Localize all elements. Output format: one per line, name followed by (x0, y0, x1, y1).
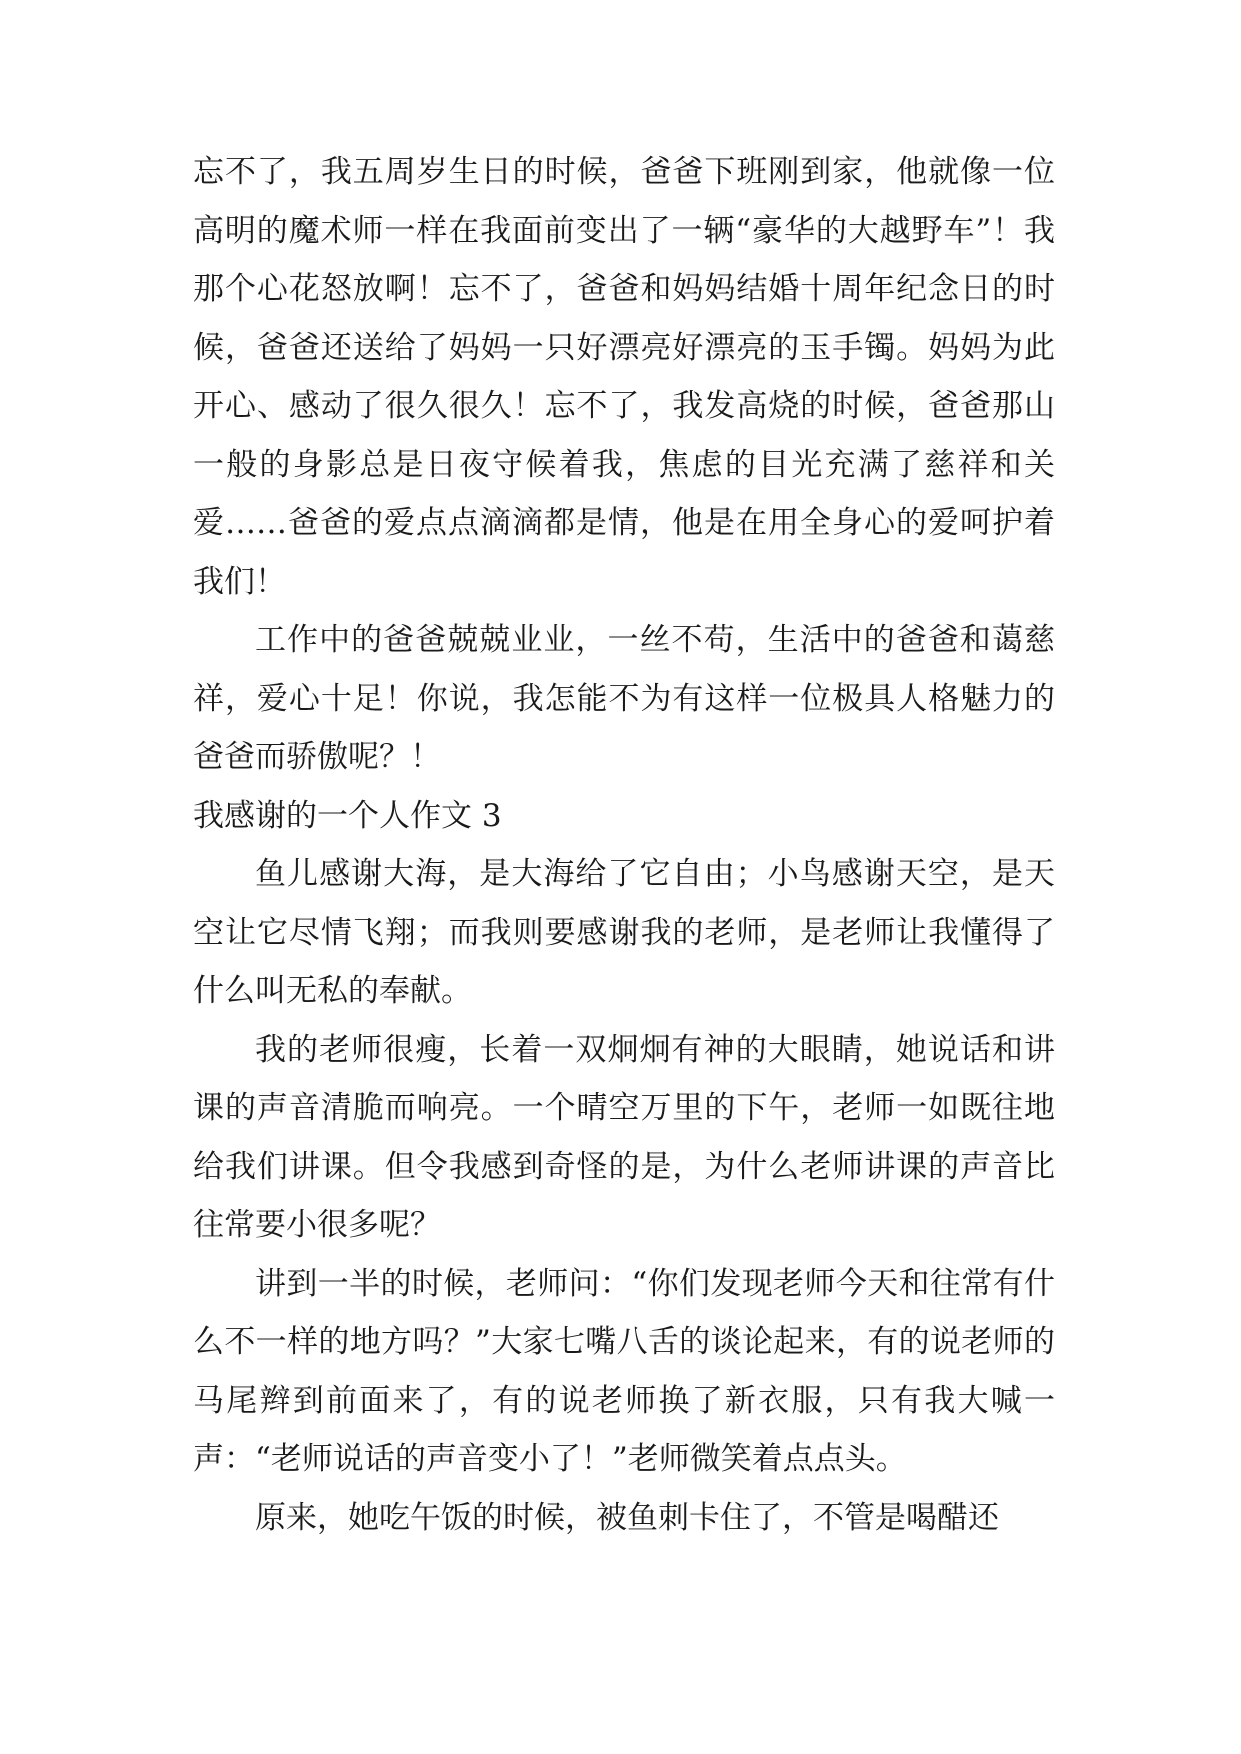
paragraph-thanks-teacher: 鱼儿感谢大海，是大海给了它自由；小鸟感谢天空，是天空让它尽情飞翔；而我则要感谢我的老师，是老师让我懂得了什么叫无私的奉献。 (193, 856, 1055, 1009)
paragraph-teacher-description: 我的老师很瘦，长着一双炯炯有神的大眼睛，她说话和讲课的声音清脆而响亮。一个晴空万里的下午，老师一如既往地给我们讲课。但令我感到奇怪的是，为什么老师讲课的声音比往常要小很多呢？ (193, 1031, 1055, 1243)
document-page (193, 143, 1055, 1547)
paragraph-father-memories: 忘不了，我五周岁生日的时候，爸爸下班刚到家，他就像一位高明的魔术师一样在我面前变出了一辆“豪华的大越野车”！我那个心花怒放啊！忘不了，爸爸和妈妈结婚十周年纪念日的时候，爸爸还送给了妈妈一只好漂亮好漂亮的玉手镯。妈妈为此开心、感动了很久很久！忘不了，我发高烧的时候，爸爸那山一般的身影总是日夜守候着我，焦虑的目光充满了慈祥和关爱……爸爸的爱点点滴滴都是情，他是在用全身心的爱呵护着我们！ (193, 154, 1055, 600)
essay-heading: 我感谢的一个人作文 3 (193, 797, 502, 834)
paragraph-teacher-question: 讲到一半的时候，老师问：“你们发现老师今天和往常有什么不一样的地方吗？”大家七嘴八舌的谈论起来，有的说老师的马尾辫到前面来了，有的说老师换了新衣服，只有我大喊一声：“老师说话的声音变小了！”老师微笑着点点头。 (193, 1265, 1055, 1477)
paragraph-fishbone: 原来，她吃午饭的时候，被鱼刺卡住了，不管是喝醋还 (255, 1499, 999, 1536)
paragraph-father-praise: 工作中的爸爸兢兢业业，一丝不苟，生活中的爸爸和蔼慈祥，爱心十足！你说，我怎能不为有这样一位极具人格魅力的爸爸而骄傲呢？！ (193, 622, 1055, 775)
